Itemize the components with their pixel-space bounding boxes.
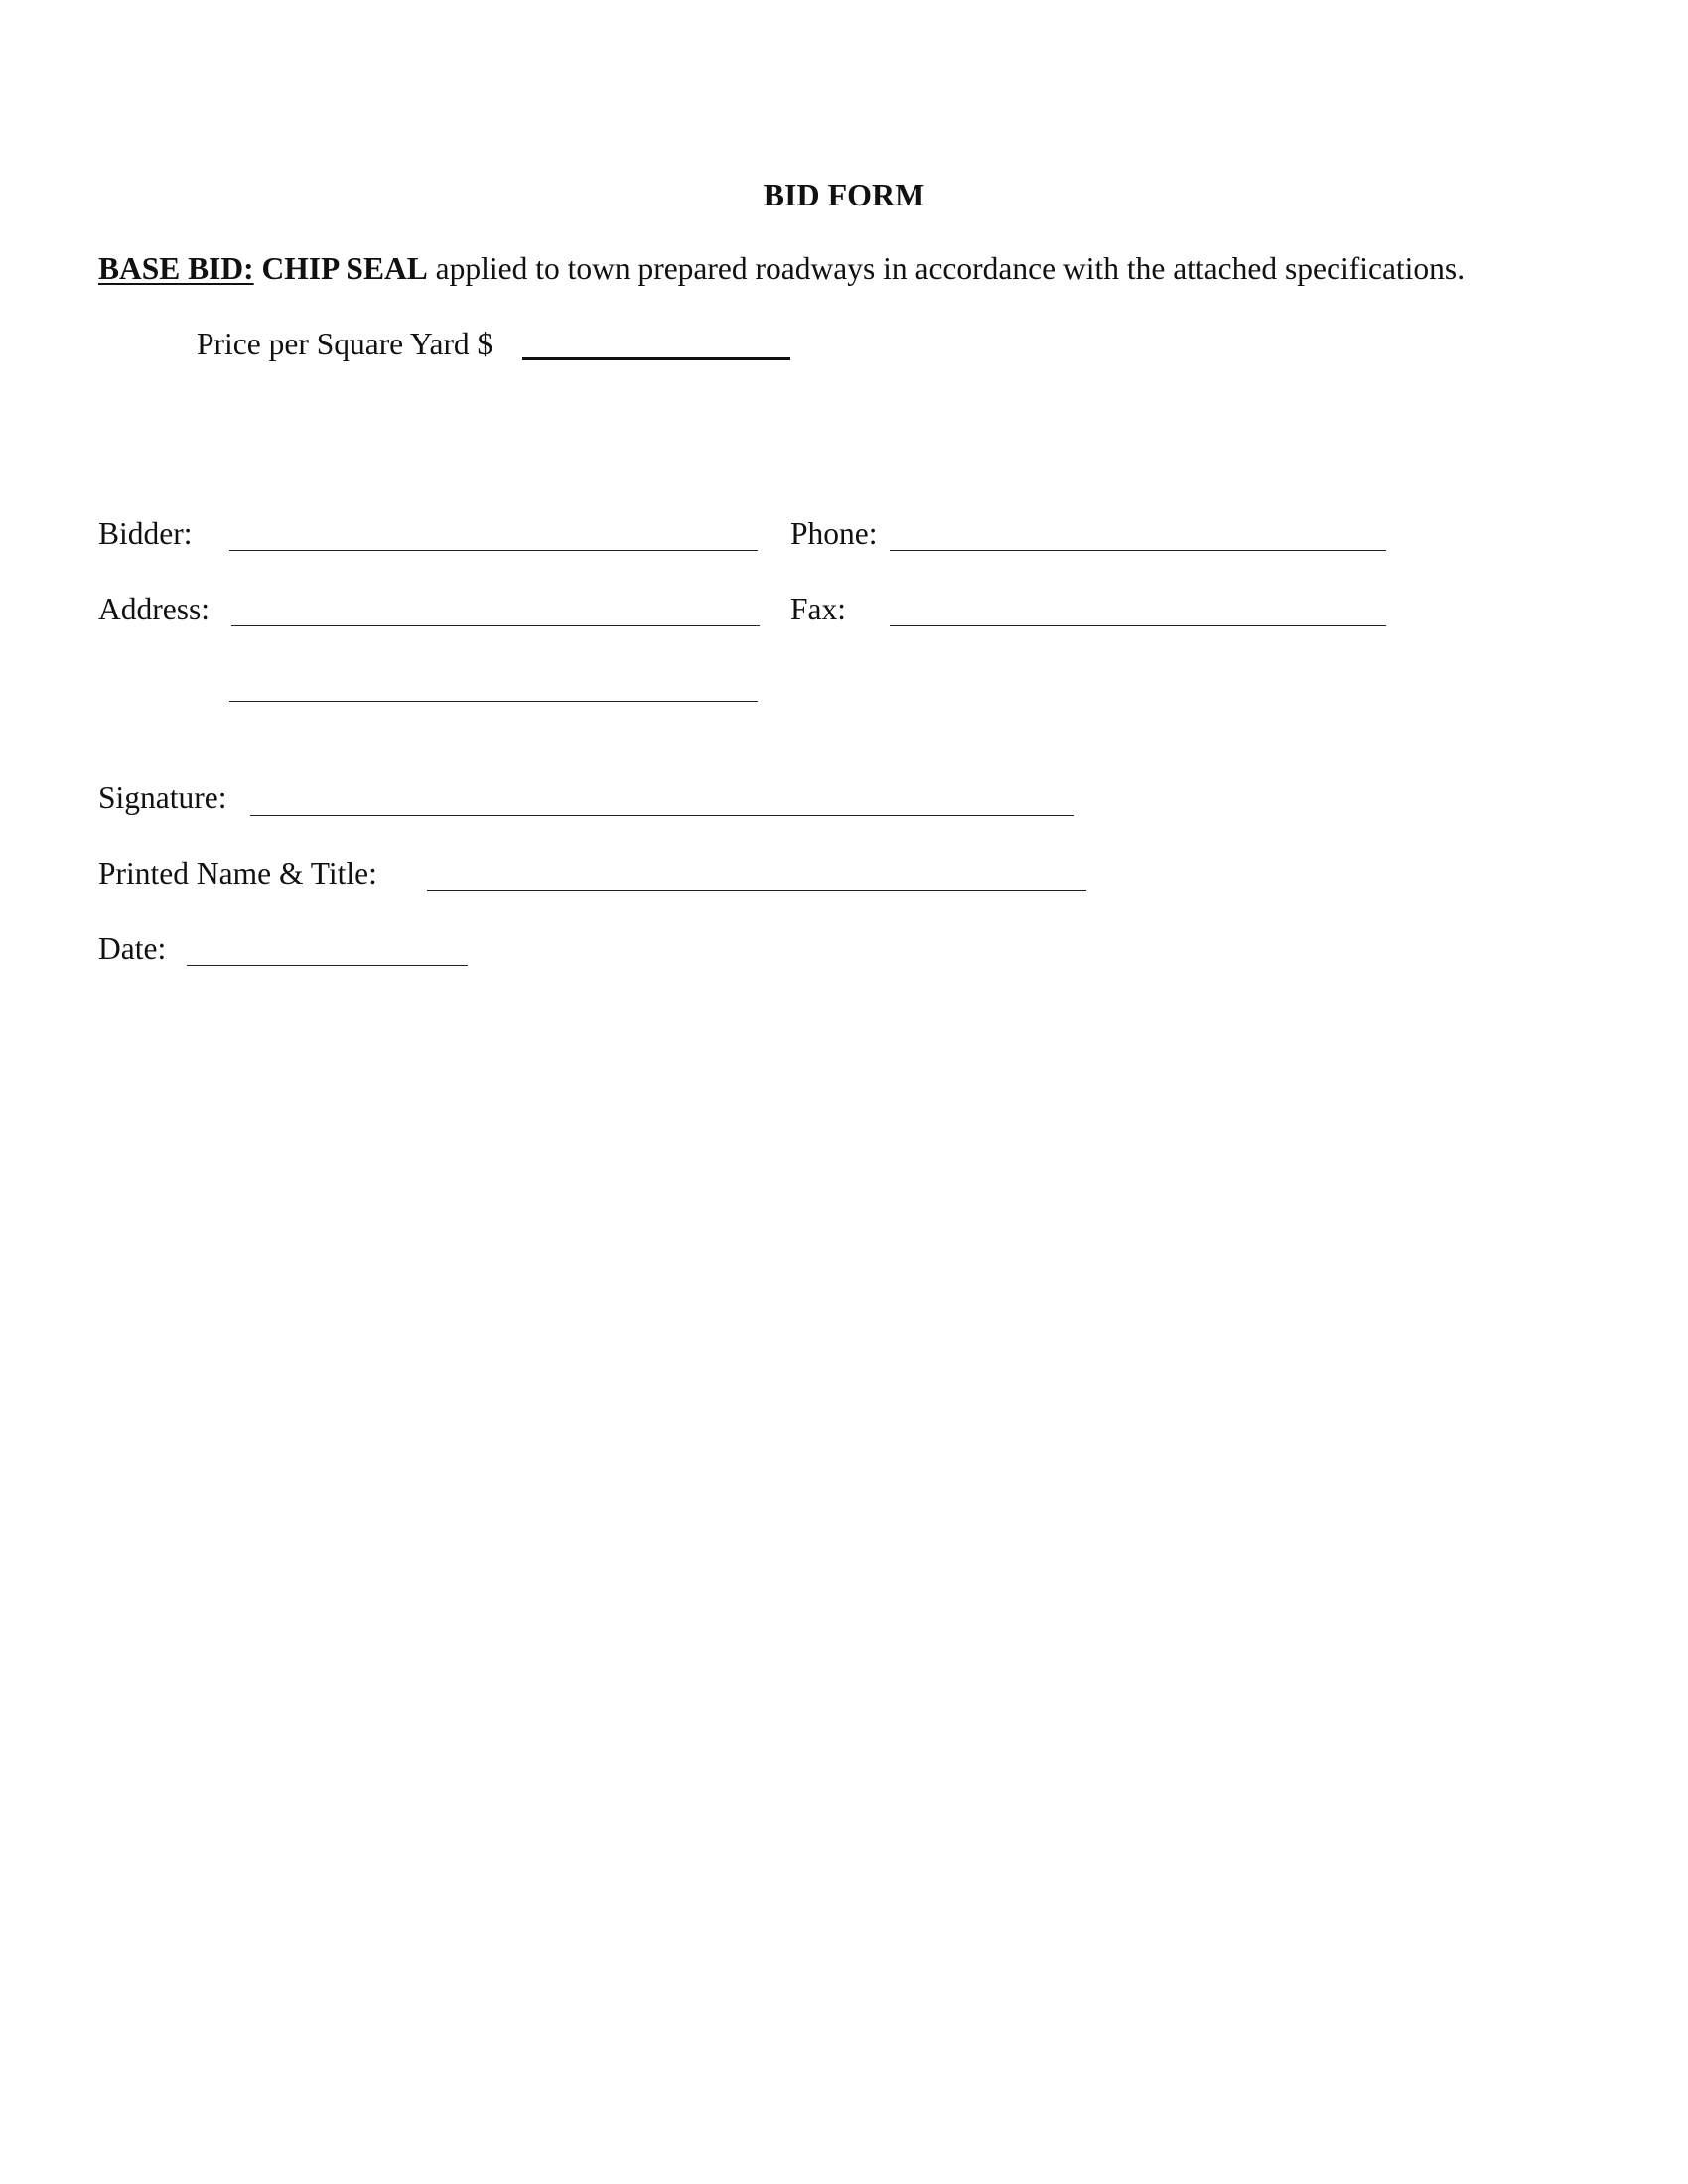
page-title: BID FORM [763, 177, 925, 212]
bidder-field[interactable] [229, 550, 758, 551]
printed-name-title-label: Printed Name & Title: [98, 856, 377, 890]
base-bid-statement [98, 251, 1465, 287]
address-label: Address: [98, 592, 210, 626]
base-bid-description: applied to town prepared roadways in accordance with the attached specifications. [435, 251, 1466, 286]
signature-label: Signature: [98, 780, 227, 815]
address-field-line-1[interactable] [231, 625, 760, 626]
bidder-label: Bidder: [98, 516, 193, 551]
base-bid-label: BASE BID: [98, 251, 254, 286]
fax-field[interactable] [890, 625, 1386, 626]
price-per-square-yard-field[interactable] [522, 357, 790, 360]
fax-label: Fax: [790, 592, 847, 626]
price-per-square-yard-label: Price per Square Yard $ [197, 327, 493, 361]
phone-field[interactable] [890, 550, 1386, 551]
printed-name-title-field[interactable] [427, 890, 1086, 891]
base-bid-item: CHIP SEAL [261, 251, 428, 286]
phone-label: Phone: [790, 516, 878, 551]
date-label: Date: [98, 931, 167, 966]
date-field[interactable] [187, 965, 468, 966]
signature-field[interactable] [250, 815, 1074, 816]
address-field-line-2[interactable] [229, 701, 758, 702]
